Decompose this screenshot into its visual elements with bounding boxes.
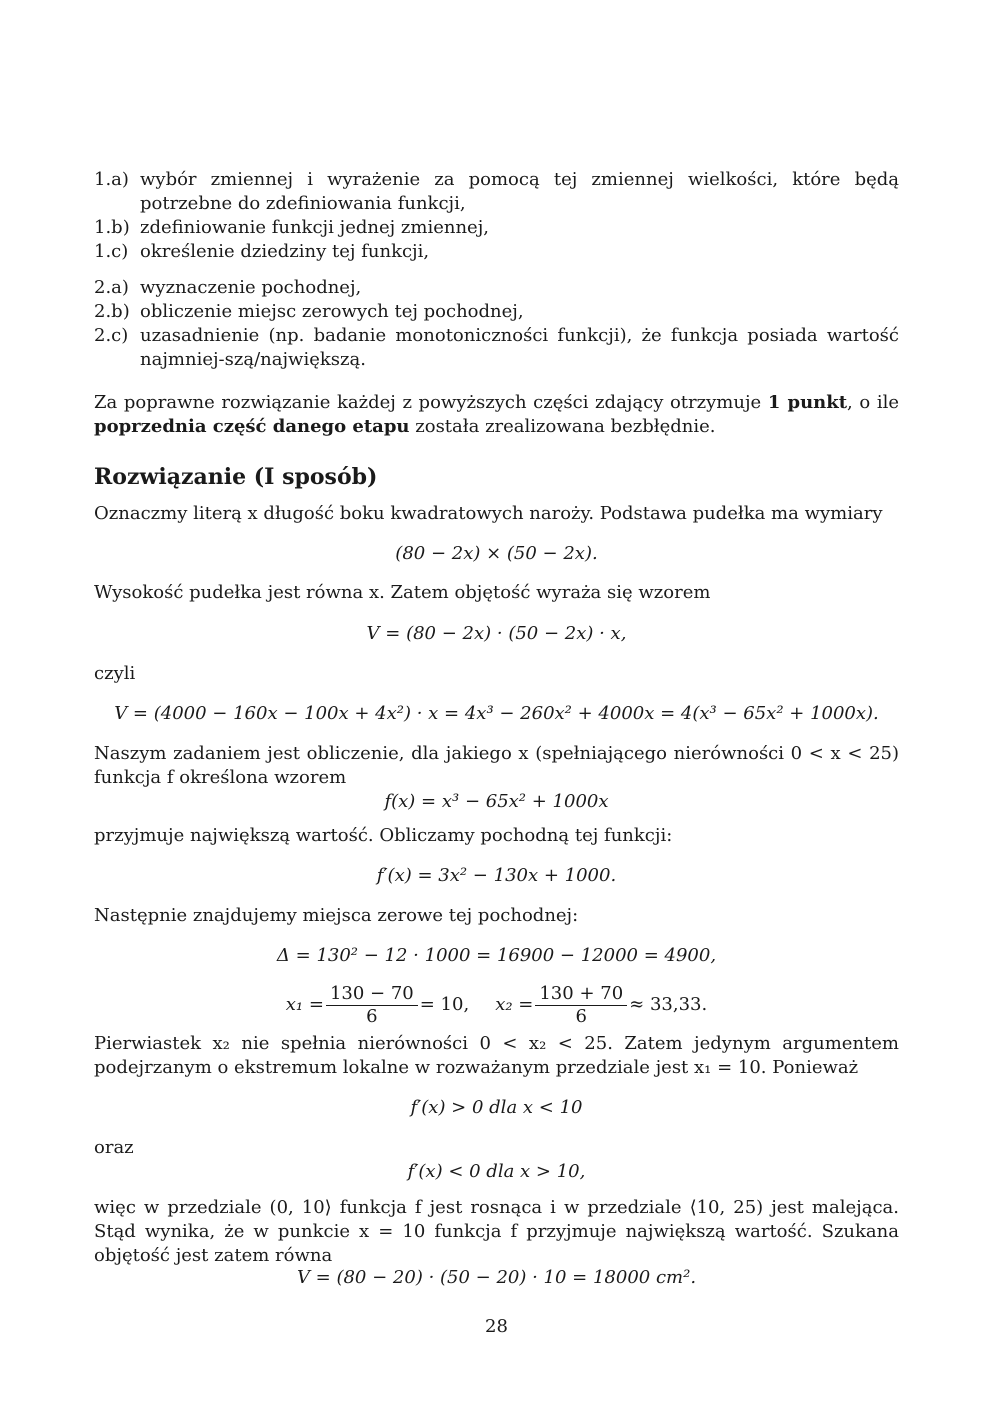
paragraph: więc w przedziale (0, 10⟩ funkcja f jest rosnąca i w przedziale ⟨10, 25) jest malejąca. Stąd wynika, że w punkcie x = 10 funkcja f przyjmuje największą wartość. Szukana objętość jest zatem równa: [94, 1197, 899, 1266]
criterion-label: 2.c): [94, 325, 129, 346]
paragraph: Oznaczmy literą x długość boku kwadratowych naroży. Podstawa pudełka ma wymiary: [94, 503, 883, 524]
equation: (80 − 2x) × (50 − 2x).: [395, 543, 598, 564]
scoring-text: , o ile: [847, 392, 899, 413]
criterion-label: 2.b): [94, 301, 130, 322]
criterion-label: 1.b): [94, 217, 130, 238]
criterion-label: 1.c): [94, 241, 129, 262]
equation: V = (80 − 2x) · (50 − 2x) · x,: [366, 623, 627, 644]
criterion-text: zdefiniowanie funkcji jednej zmiennej,: [140, 217, 490, 238]
criterion-text: obliczenie miejsc zerowych tej pochodnej,: [140, 301, 524, 322]
x2-numerator: 130 + 70: [535, 983, 627, 1006]
criterion-1b: [94, 216, 899, 240]
criterion-1c: [94, 240, 899, 264]
criterion-2b: [94, 300, 899, 324]
paragraph: Wysokość pudełka jest równa x. Zatem objętość wyraża się wzorem: [94, 582, 711, 603]
roots-equation: [94, 980, 899, 1030]
x1-fraction: [326, 983, 418, 1028]
equation: Δ = 130² − 12 · 1000 = 16900 − 12000 = 4900,: [276, 945, 717, 966]
x1-rhs: = 10,: [419, 994, 470, 1015]
criterion-text: uzasadnienie (np. badanie monotoniczności funkcji), że funkcja posiada wartość najmniej-szą/największą.: [140, 325, 899, 370]
x1-denominator: 6: [366, 1005, 378, 1027]
equation: V = (4000 − 160x − 100x + 4x²) · x = 4x³ − 260x² + 4000x = 4(x³ − 65x² + 1000x).: [114, 703, 879, 724]
scoring-condition: poprzednia część danego etapu: [94, 416, 410, 437]
paragraph: oraz: [94, 1137, 134, 1158]
scoring-text: Za poprawne rozwiązanie każdej z powyższych części zdający otrzymuje: [94, 392, 768, 413]
page-number: 28: [485, 1316, 508, 1337]
x2-denominator: 6: [575, 1005, 587, 1027]
scoring-points: 1 punkt: [767, 392, 848, 413]
x2-fraction: [535, 983, 627, 1028]
criterion-2c: [94, 324, 899, 372]
criterion-text: określenie dziedziny tej funkcji,: [140, 241, 430, 262]
paragraph: Pierwiastek x₂ nie spełnia nierówności 0 < x₂ < 25. Zatem jedynym argumentem podejrzanym o ekstremum lokalne w rozważanym przedziale jest x₁ = 10. Ponieważ: [94, 1033, 899, 1078]
equation: f′(x) > 0 dla x < 10: [410, 1097, 583, 1118]
scoring-text: została zrealizowana bezbłędnie.: [409, 416, 716, 437]
criterion-2a: [94, 276, 899, 300]
criterion-text: wyznaczenie pochodnej,: [140, 277, 362, 298]
paragraph: przyjmuje największą wartość. Obliczamy pochodną tej funkcji:: [94, 825, 673, 846]
x2-lhs: x₂ =: [495, 994, 534, 1015]
equation: f′(x) < 0 dla x > 10,: [407, 1161, 586, 1182]
equation: f′(x) = 3x² − 130x + 1000.: [376, 865, 617, 886]
x1-numerator: 130 − 70: [326, 983, 418, 1006]
criterion-text: wybór zmiennej i wyrażenie za pomocą tej zmiennej wielkości, które będą potrzebne do zdefiniowania funkcji,: [140, 169, 899, 214]
x1-lhs: x₁ =: [285, 994, 324, 1015]
criterion-label: 1.a): [94, 169, 129, 190]
paragraph: Naszym zadaniem jest obliczenie, dla jakiego x (spełniającego nierówności 0 < x < 25) funkcja f określona wzorem: [94, 743, 899, 788]
criterion-1a: [94, 168, 899, 216]
paragraph: Następnie znajdujemy miejsca zerowe tej pochodnej:: [94, 905, 579, 926]
paragraph: czyli: [94, 663, 136, 684]
solution-heading: Rozwiązanie (I sposób): [94, 464, 378, 490]
criterion-label: 2.a): [94, 277, 129, 298]
x2-rhs: ≈ 33,33.: [629, 994, 708, 1015]
scoring-paragraph: [94, 391, 899, 439]
equation: f(x) = x³ − 65x² + 1000x: [384, 791, 609, 812]
equation: V = (80 − 20) · (50 − 20) · 10 = 18000 cm².: [296, 1267, 697, 1288]
